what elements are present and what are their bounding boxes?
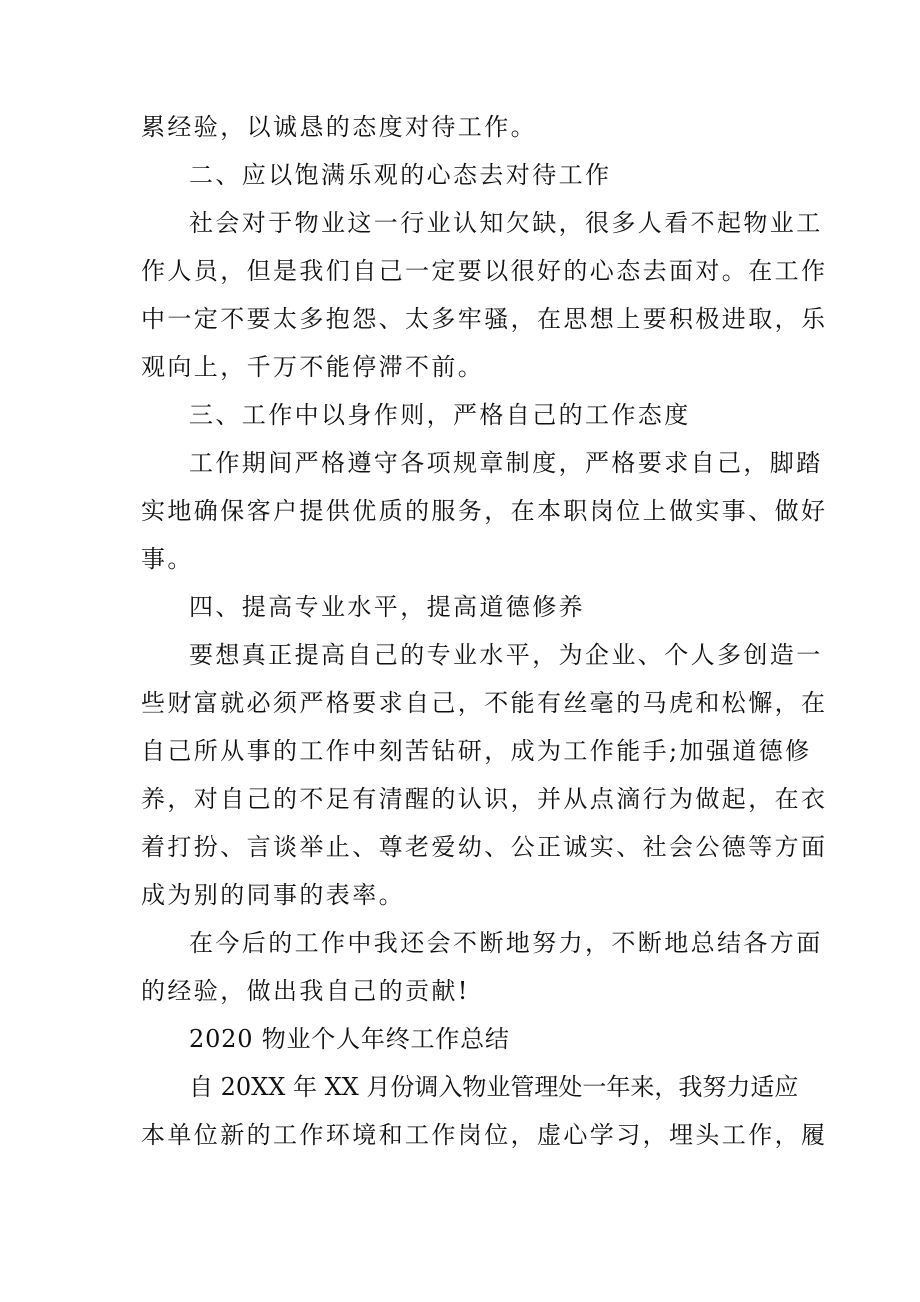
paragraph-line: 着打扮、言谈举止、尊老爱幼、公正诚实、社会公德等方面 [141,833,828,861]
paragraph-line: 作人员，但是我们自己一定要以很好的心态去面对。在工作 [141,257,828,285]
paragraph-line: 实地确保客户提供优质的服务，在本职岗位上做实事、做好 [141,497,828,525]
paragraph-line: 中一定不要太多抱怨、太多牢骚，在思想上要积极进取，乐 [141,305,828,333]
paragraph-line: 自己所从事的工作中刻苦钻研，成为工作能手;加强道德修 [141,737,812,765]
paragraph-line: 的经验，做出我自己的贡献! [141,977,470,1005]
paragraph-line: 在今后的工作中我还会不断地努力，不断地总结各方面 [189,929,823,957]
section-heading: 三、工作中以身作则，严格自己的工作态度 [189,401,691,429]
section-heading: 四、提高专业水平，提高道德修养 [189,593,585,621]
paragraph-line: 观向上，千万不能停滞不前。 [141,353,485,381]
paragraph-line: 成为别的同事的表率。 [141,881,405,909]
document-title: 2020 物业个人年终工作总结 [189,1025,510,1053]
paragraph-line: 自 20XX 年 XX 月份调入物业管理处一年来，我努力适应 [189,1073,799,1101]
paragraph-line: 社会对于物业这一行业认知欠缺，很多人看不起物业工 [189,209,823,237]
paragraph-line: 事。 [141,545,194,573]
paragraph-line: 本单位新的工作环境和工作岗位，虚心学习，埋头工作，履 [141,1121,828,1149]
paragraph-line: 工作期间严格遵守各项规章制度，严格要求自己，脚踏 [189,449,823,477]
paragraph-line: 些财富就必须严格要求自己，不能有丝毫的马虎和松懈，在 [141,689,828,717]
paragraph-line: 养，对自己的不足有清醒的认识，并从点滴行为做起，在衣 [141,785,828,813]
section-heading: 二、应以饱满乐观的心态去对待工作 [189,161,612,189]
paragraph-line: 要想真正提高自己的专业水平，为企业、个人多创造一 [189,641,823,669]
paragraph-line: 累经验，以诚恳的态度对待工作。 [141,113,537,141]
